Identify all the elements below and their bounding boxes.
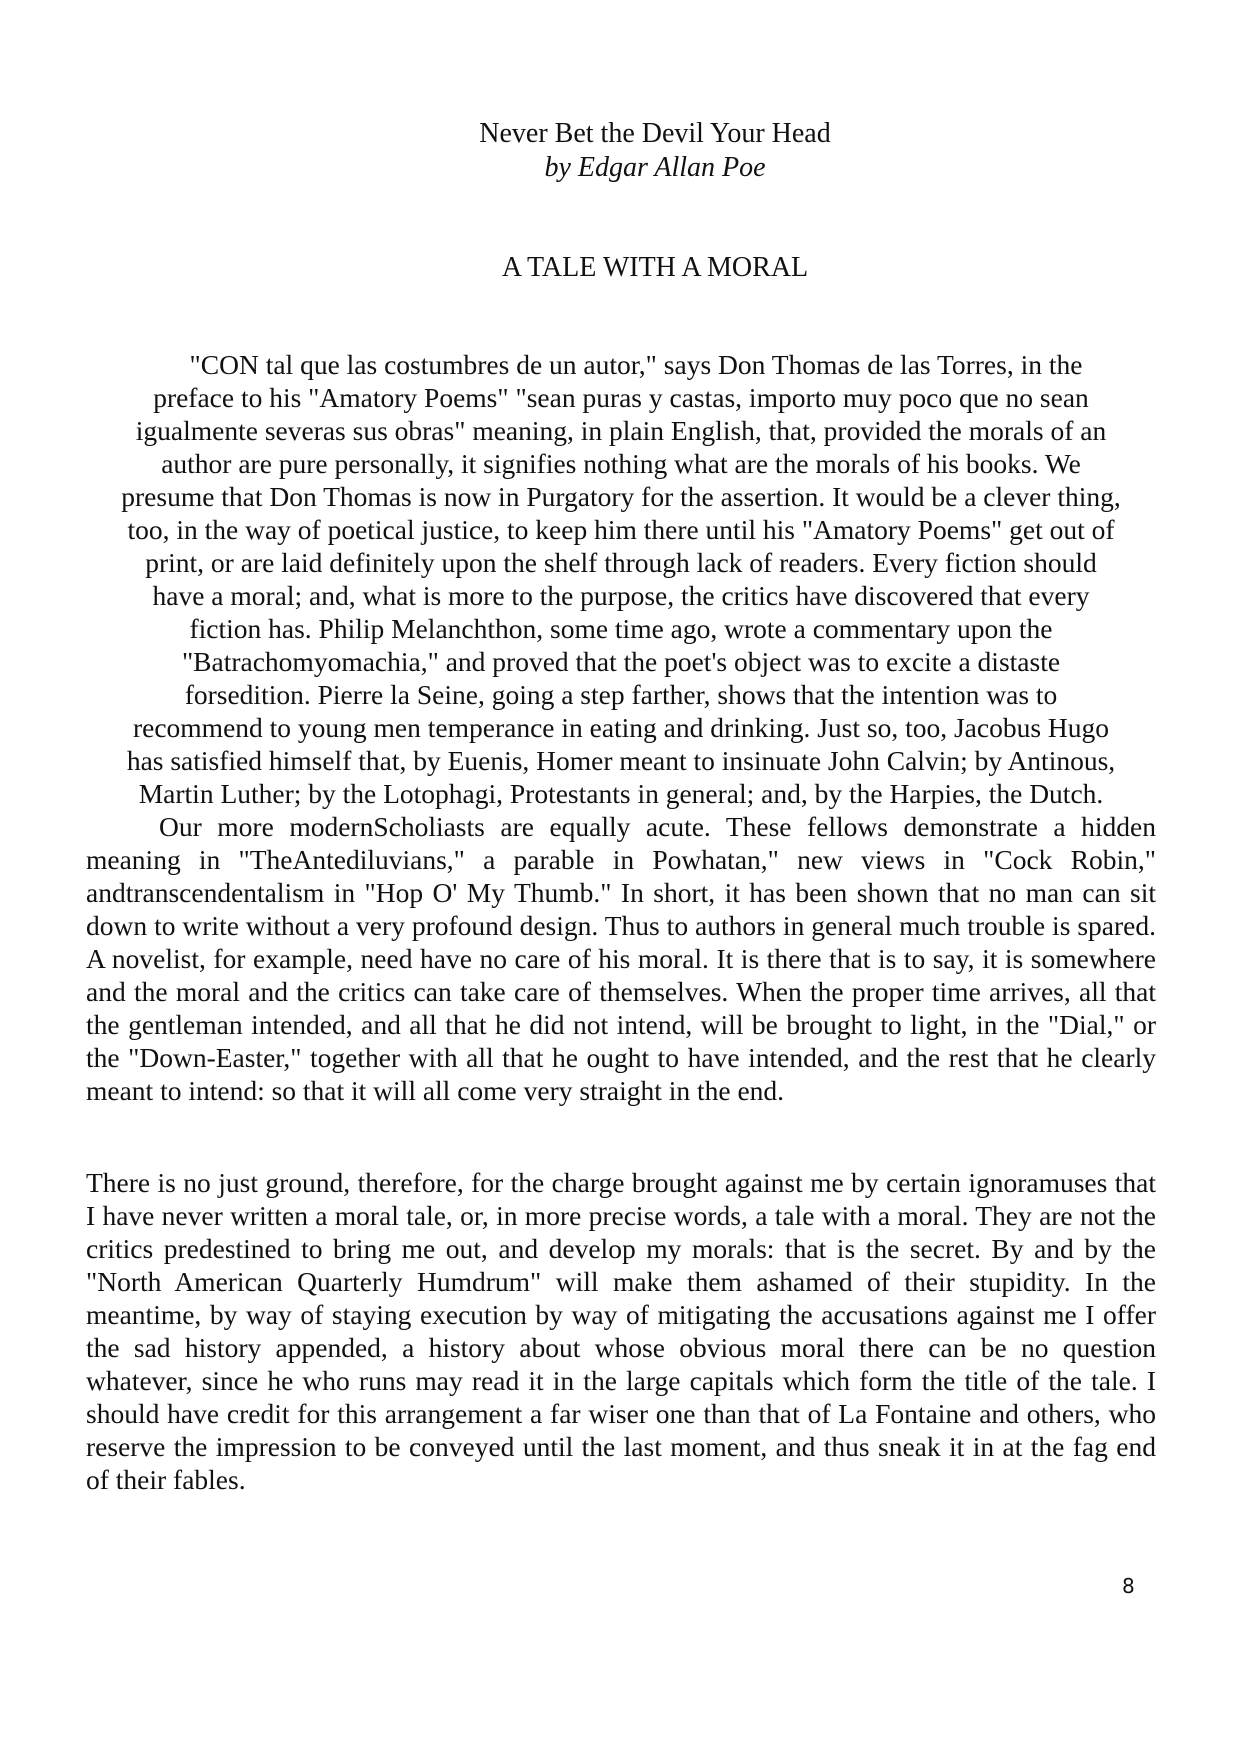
paragraph-1-line: has satisfied himself that, by Euenis, Homer meant to insinuate John Calvin; by Antinous, — [126, 745, 1116, 776]
paragraph-1 — [86, 348, 1156, 810]
paragraph-1-line: fiction has. Philip Melanchthon, some time ago, wrote a commentary upon the — [189, 613, 1053, 644]
paragraph-1-line: too, in the way of poetical justice, to keep him there until his "Amatory Poems" get out of — [127, 514, 1115, 545]
paragraph-1-line: print, or are laid definitely upon the shelf through lack of readers. Every fiction should — [145, 547, 1097, 578]
paragraph-1-line: presume that Don Thomas is now in Purgatory for the assertion. It would be a clever thing, — [121, 481, 1121, 512]
paragraph-1-line: author are pure personally, it signifies nothing what are the morals of his books. We — [161, 448, 1081, 479]
paragraph-2: Our more modernScholiasts are equally acute. These fellows demonstrate a hidden meaning in "TheAntediluvians," a parable in Powhatan," new views in "Cock Robin," andtranscendentalism in "Hop O' My Thumb." In short, it has been shown that no man can sit down to write without a very profound design. Thus to authors in general much trouble is spared. A novelist, for example, need have no care of his moral. It is there that is to say, it is somewhere and the moral and the critics can take care of themselves. When the proper time arrives, all that the gentleman intended, and all that he did not intend, will be brought to light, in the "Dial," or the "Down-Easter," together with all that he ought to have intended, and the rest that he clearly meant to intend: so that it will all come very straight in the end. — [86, 811, 1156, 1106]
paragraph-1-line: forsedition. Pierre la Seine, going a step farther, shows that the intention was to — [184, 679, 1058, 710]
paragraph-1-line: "Batrachomyomachia," and proved that the poet's object was to excite a distaste — [181, 646, 1061, 677]
story-title: Never Bet the Devil Your Head — [479, 118, 831, 149]
paragraph-3: There is no just ground, therefore, for the charge brought against me by certain ignoramuses that I have never written a moral tale, or, in more precise words, a tale with a moral. They are not the critics predestined to bring me out, and develop my morals: that is the secret. By and by the "North American Quarterly Humdrum" will make them ashamed of their stupidity. In the meantime, by way of staying execution by way of mitigating the accusations against me I offer the sad history appended, a history about whose obvious moral there can be no question whatever, since he who runs may read it in the large capitals which form the title of the tale. I should have credit for this arrangement a far wiser one than that of La Fontaine and others, who reserve the impression to be conveyed until the last moment, and thus sneak it in at the fag end of their fables. — [86, 1167, 1156, 1495]
story-subtitle: A TALE WITH A MORAL — [501, 252, 809, 283]
paragraph-1-line: igualmente severas sus obras" meaning, in plain English, that, provided the morals of an — [135, 415, 1107, 446]
paragraph-1-line: preface to his "Amatory Poems" "sean puras y castas, importo muy poco que no sean — [153, 382, 1089, 413]
paragraph-1-line: Martin Luther; by the Lotophagi, Protestants in general; and, by the Harpies, the Dutch. — [138, 778, 1104, 809]
paragraph-1-line: "CON tal que las costumbres de un autor," says Don Thomas de las Torres, in the — [189, 349, 1083, 380]
paragraph-1-line: have a moral; and, what is more to the purpose, the critics have discovered that every — [152, 580, 1090, 611]
paragraph-1-line: recommend to young men temperance in eating and drinking. Just so, too, Jacobus Hugo — [132, 712, 1110, 743]
page-number: 8 — [1122, 1574, 1135, 1598]
story-author: by Edgar Allan Poe — [544, 152, 766, 183]
